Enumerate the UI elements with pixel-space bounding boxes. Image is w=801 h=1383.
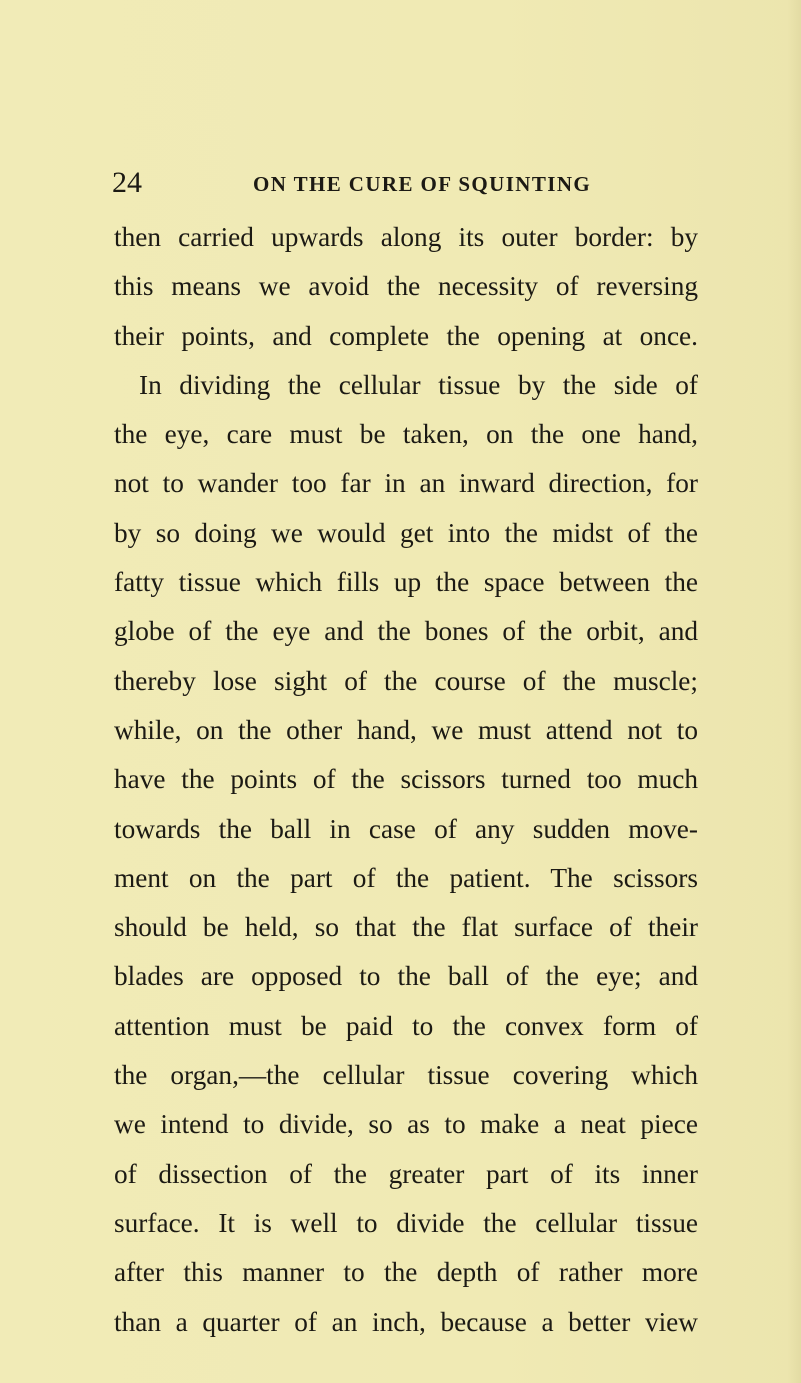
text-line: fatty tissue which fills up the space between the <box>114 567 698 598</box>
text-line: then carried upwards along its outer border: by <box>114 222 698 252</box>
text-line: this means we avoid the necessity of reversing <box>114 271 698 302</box>
text-line: globe of the eye and the bones of the orbit, and <box>114 616 698 647</box>
text-line: while, on the other hand, we must attend not to <box>114 714 698 745</box>
text-line: than a quarter of an inch, because a better view <box>114 1306 698 1337</box>
text-line: the eye, care must be taken, on the one hand, <box>114 419 698 450</box>
body-text <box>114 213 698 1347</box>
text-line: their points, and complete the opening at once. <box>114 320 698 351</box>
running-title: ON THE CURE OF SQUINTING <box>253 172 592 196</box>
page-edge-shadow <box>787 0 801 1383</box>
page-header <box>112 163 692 203</box>
text-line: have the points of the scissors turned too much <box>114 764 698 795</box>
text-line: we intend to divide, so as to make a neat piece <box>114 1109 698 1140</box>
text-line: the organ,—the cellular tissue covering which <box>114 1060 698 1091</box>
text-line: thereby lose sight of the course of the muscle; <box>114 665 698 696</box>
text-line: surface. It is well to divide the cellular tissue <box>114 1207 698 1238</box>
text-line: after this manner to the depth of rather more <box>114 1257 698 1288</box>
text-line: ment on the part of the patient. The scissors <box>114 862 698 893</box>
text-line: should be held, so that the flat surface of their <box>114 912 698 943</box>
text-line: towards the ball in case of any sudden move- <box>114 813 698 844</box>
text-line: by so doing we would get into the midst of the <box>114 517 698 548</box>
text-line: of dissection of the greater part of its inner <box>114 1158 698 1189</box>
text-line: blades are opposed to the ball of the eye; and <box>114 961 698 992</box>
text-line: In dividing the cellular tissue by the side of <box>139 369 698 400</box>
text-line: not to wander too far in an inward direction, for <box>114 468 698 499</box>
page-number: 24 <box>112 166 142 199</box>
text-line: attention must be paid to the convex form of <box>114 1010 698 1041</box>
